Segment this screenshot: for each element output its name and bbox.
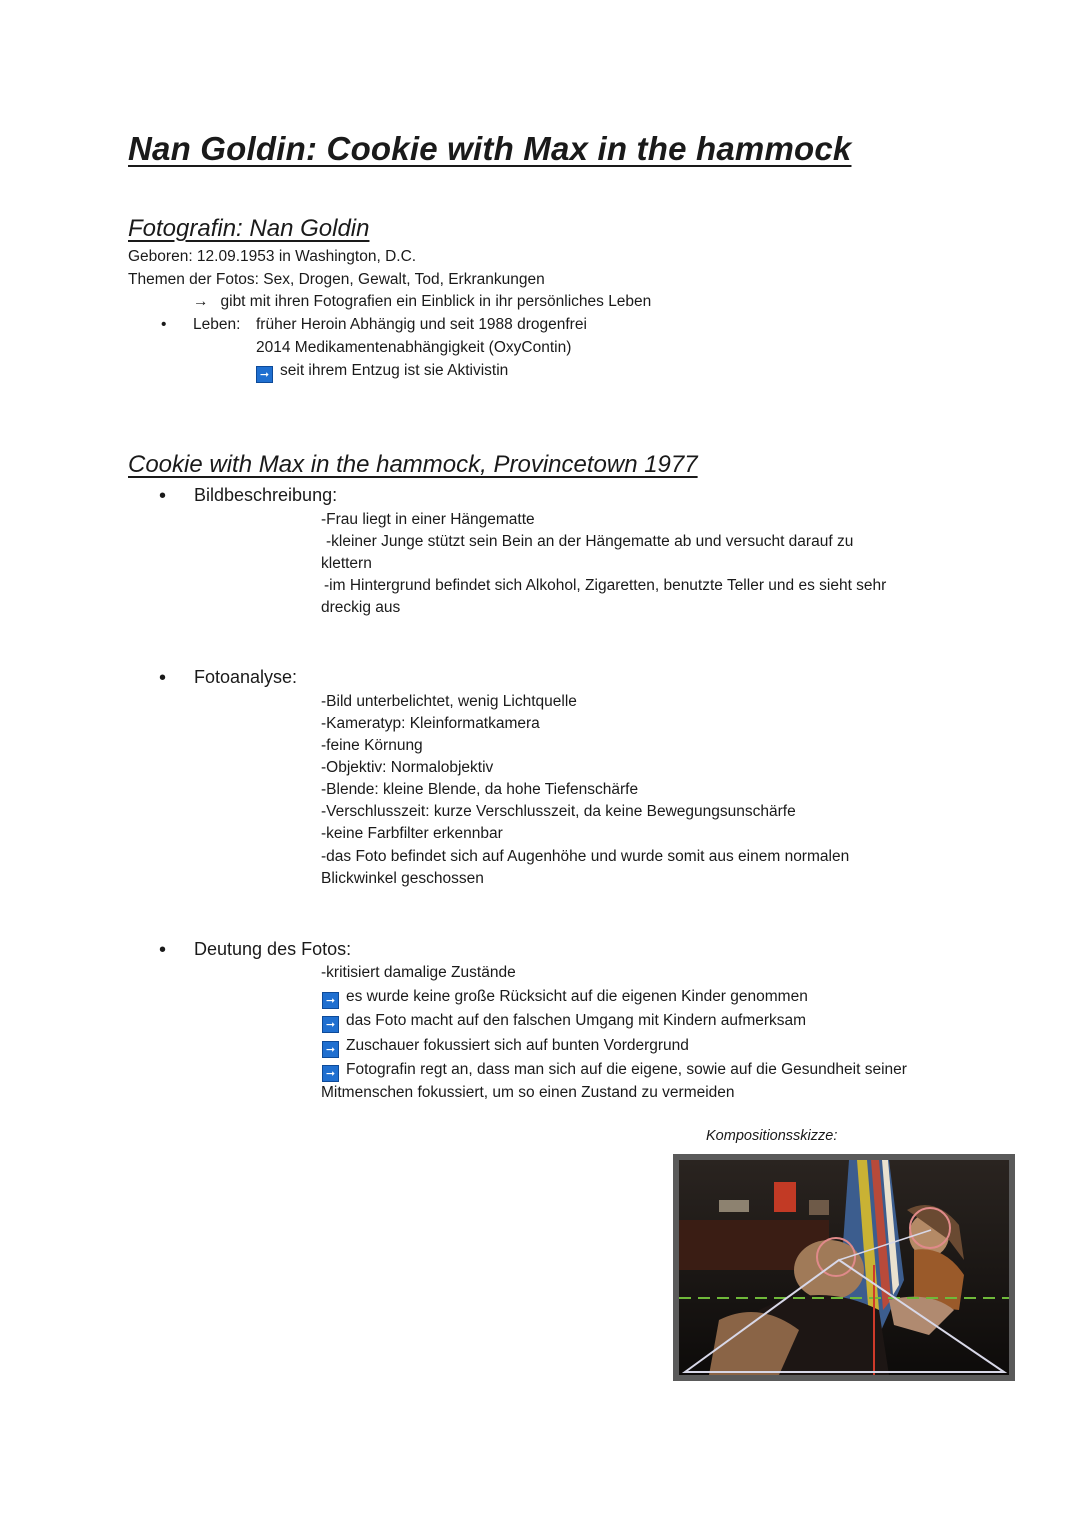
- born-text: Geboren: 12.09.1953 in Washington, D.C.: [128, 248, 417, 265]
- themes-text: Themen der Fotos: Sex, Drogen, Gewalt, Tod, Erkrankungen: [128, 271, 545, 288]
- life-line-1: früher Heroin Abhängig und seit 1988 drogenfrei: [256, 316, 587, 333]
- box-arrow-icon: ➞: [322, 1065, 339, 1082]
- analysis-line: Blickwinkel geschossen: [321, 870, 484, 887]
- section-heading-photographer: Fotografin: Nan Goldin: [128, 215, 370, 242]
- life-line-3-text: seit ihrem Entzug ist sie Aktivistin: [280, 362, 509, 379]
- composition-sketch-image: [679, 1160, 1009, 1375]
- meaning-arrow-line: [322, 1010, 806, 1033]
- life-line-3: [256, 360, 508, 383]
- meaning-arrow-line: [322, 1059, 907, 1082]
- description-line: -Frau liegt in einer Hängematte: [321, 511, 535, 528]
- bullet-icon: •: [159, 939, 167, 961]
- section-heading-photo: Cookie with Max in the hammock, Provincetown 1977: [128, 451, 698, 478]
- analysis-line: -Objektiv: Normalobjektiv: [321, 759, 494, 776]
- box-arrow-icon: ➞: [322, 1041, 339, 1058]
- description-label: Bildbeschreibung:: [194, 485, 338, 505]
- meaning-label: Deutung des Fotos:: [194, 939, 352, 959]
- plates-shape: [719, 1200, 749, 1212]
- analysis-label: Fotoanalyse:: [194, 667, 298, 687]
- analysis-line: -Blende: kleine Blende, da hohe Tiefenschärfe: [321, 781, 639, 798]
- meaning-line: Mitmenschen fokussiert, um so einen Zustand zu vermeiden: [321, 1084, 735, 1101]
- arrow-icon: →: [193, 293, 209, 310]
- meaning-arrow-text: Zuschauer fokussiert sich auf bunten Vordergrund: [346, 1037, 689, 1054]
- analysis-line: -Verschlusszeit: kurze Verschlusszeit, da keine Bewegungsunschärfe: [321, 803, 796, 820]
- analysis-line: -keine Farbfilter erkennbar: [321, 825, 503, 842]
- composition-sketch: [673, 1154, 1015, 1381]
- meaning-arrow-text: das Foto macht auf den falschen Umgang mit Kindern aufmerksam: [346, 1012, 807, 1029]
- arrow-note-text: gibt mit ihren Fotografien ein Einblick in ihr persönliches Leben: [220, 293, 652, 310]
- analysis-line: -Bild unterbelichtet, wenig Lichtquelle: [321, 693, 577, 710]
- red-bottle-shape: [774, 1182, 796, 1212]
- life-line-2: 2014 Medikamentenabhängigkeit (OxyContin): [256, 339, 572, 356]
- description-line: -kleiner Junge stützt sein Bein an der Hängematte ab und versucht darauf zu: [326, 533, 854, 550]
- analysis-line: -Kameratyp: Kleinformatkamera: [321, 715, 540, 732]
- description-line: dreckig aus: [321, 599, 401, 616]
- meaning-line: -kritisiert damalige Zustände: [321, 964, 516, 981]
- box-arrow-icon: ➞: [322, 1016, 339, 1033]
- bullet-icon: •: [159, 485, 167, 507]
- life-label: Leben:: [193, 316, 241, 333]
- description-line: -im Hintergrund befindet sich Alkohol, Zigaretten, benutzte Teller und es sieht sehr: [324, 577, 887, 594]
- page-title: Nan Goldin: Cookie with Max in the hammock: [128, 130, 852, 167]
- bullet-icon: •: [159, 667, 167, 689]
- box-arrow-icon: ➞: [256, 366, 273, 383]
- meaning-arrow-line: [322, 1035, 689, 1058]
- analysis-line: -feine Körnung: [321, 737, 423, 754]
- meaning-arrow-text: Fotografin regt an, dass man sich auf die eigene, sowie auf die Gesundheit seiner: [346, 1061, 907, 1078]
- sketch-caption: Kompositionsskizze:: [706, 1128, 838, 1144]
- analysis-line: -das Foto befindet sich auf Augenhöhe und wurde somit aus einem normalen: [321, 848, 850, 865]
- meaning-arrow-text: es wurde keine große Rücksicht auf die eigenen Kinder genommen: [346, 988, 808, 1005]
- arrow-note: [193, 291, 651, 313]
- meaning-arrow-line: [322, 986, 808, 1009]
- description-line: klettern: [321, 555, 372, 572]
- bullet-icon: •: [161, 316, 167, 333]
- box-arrow-icon: ➞: [322, 992, 339, 1009]
